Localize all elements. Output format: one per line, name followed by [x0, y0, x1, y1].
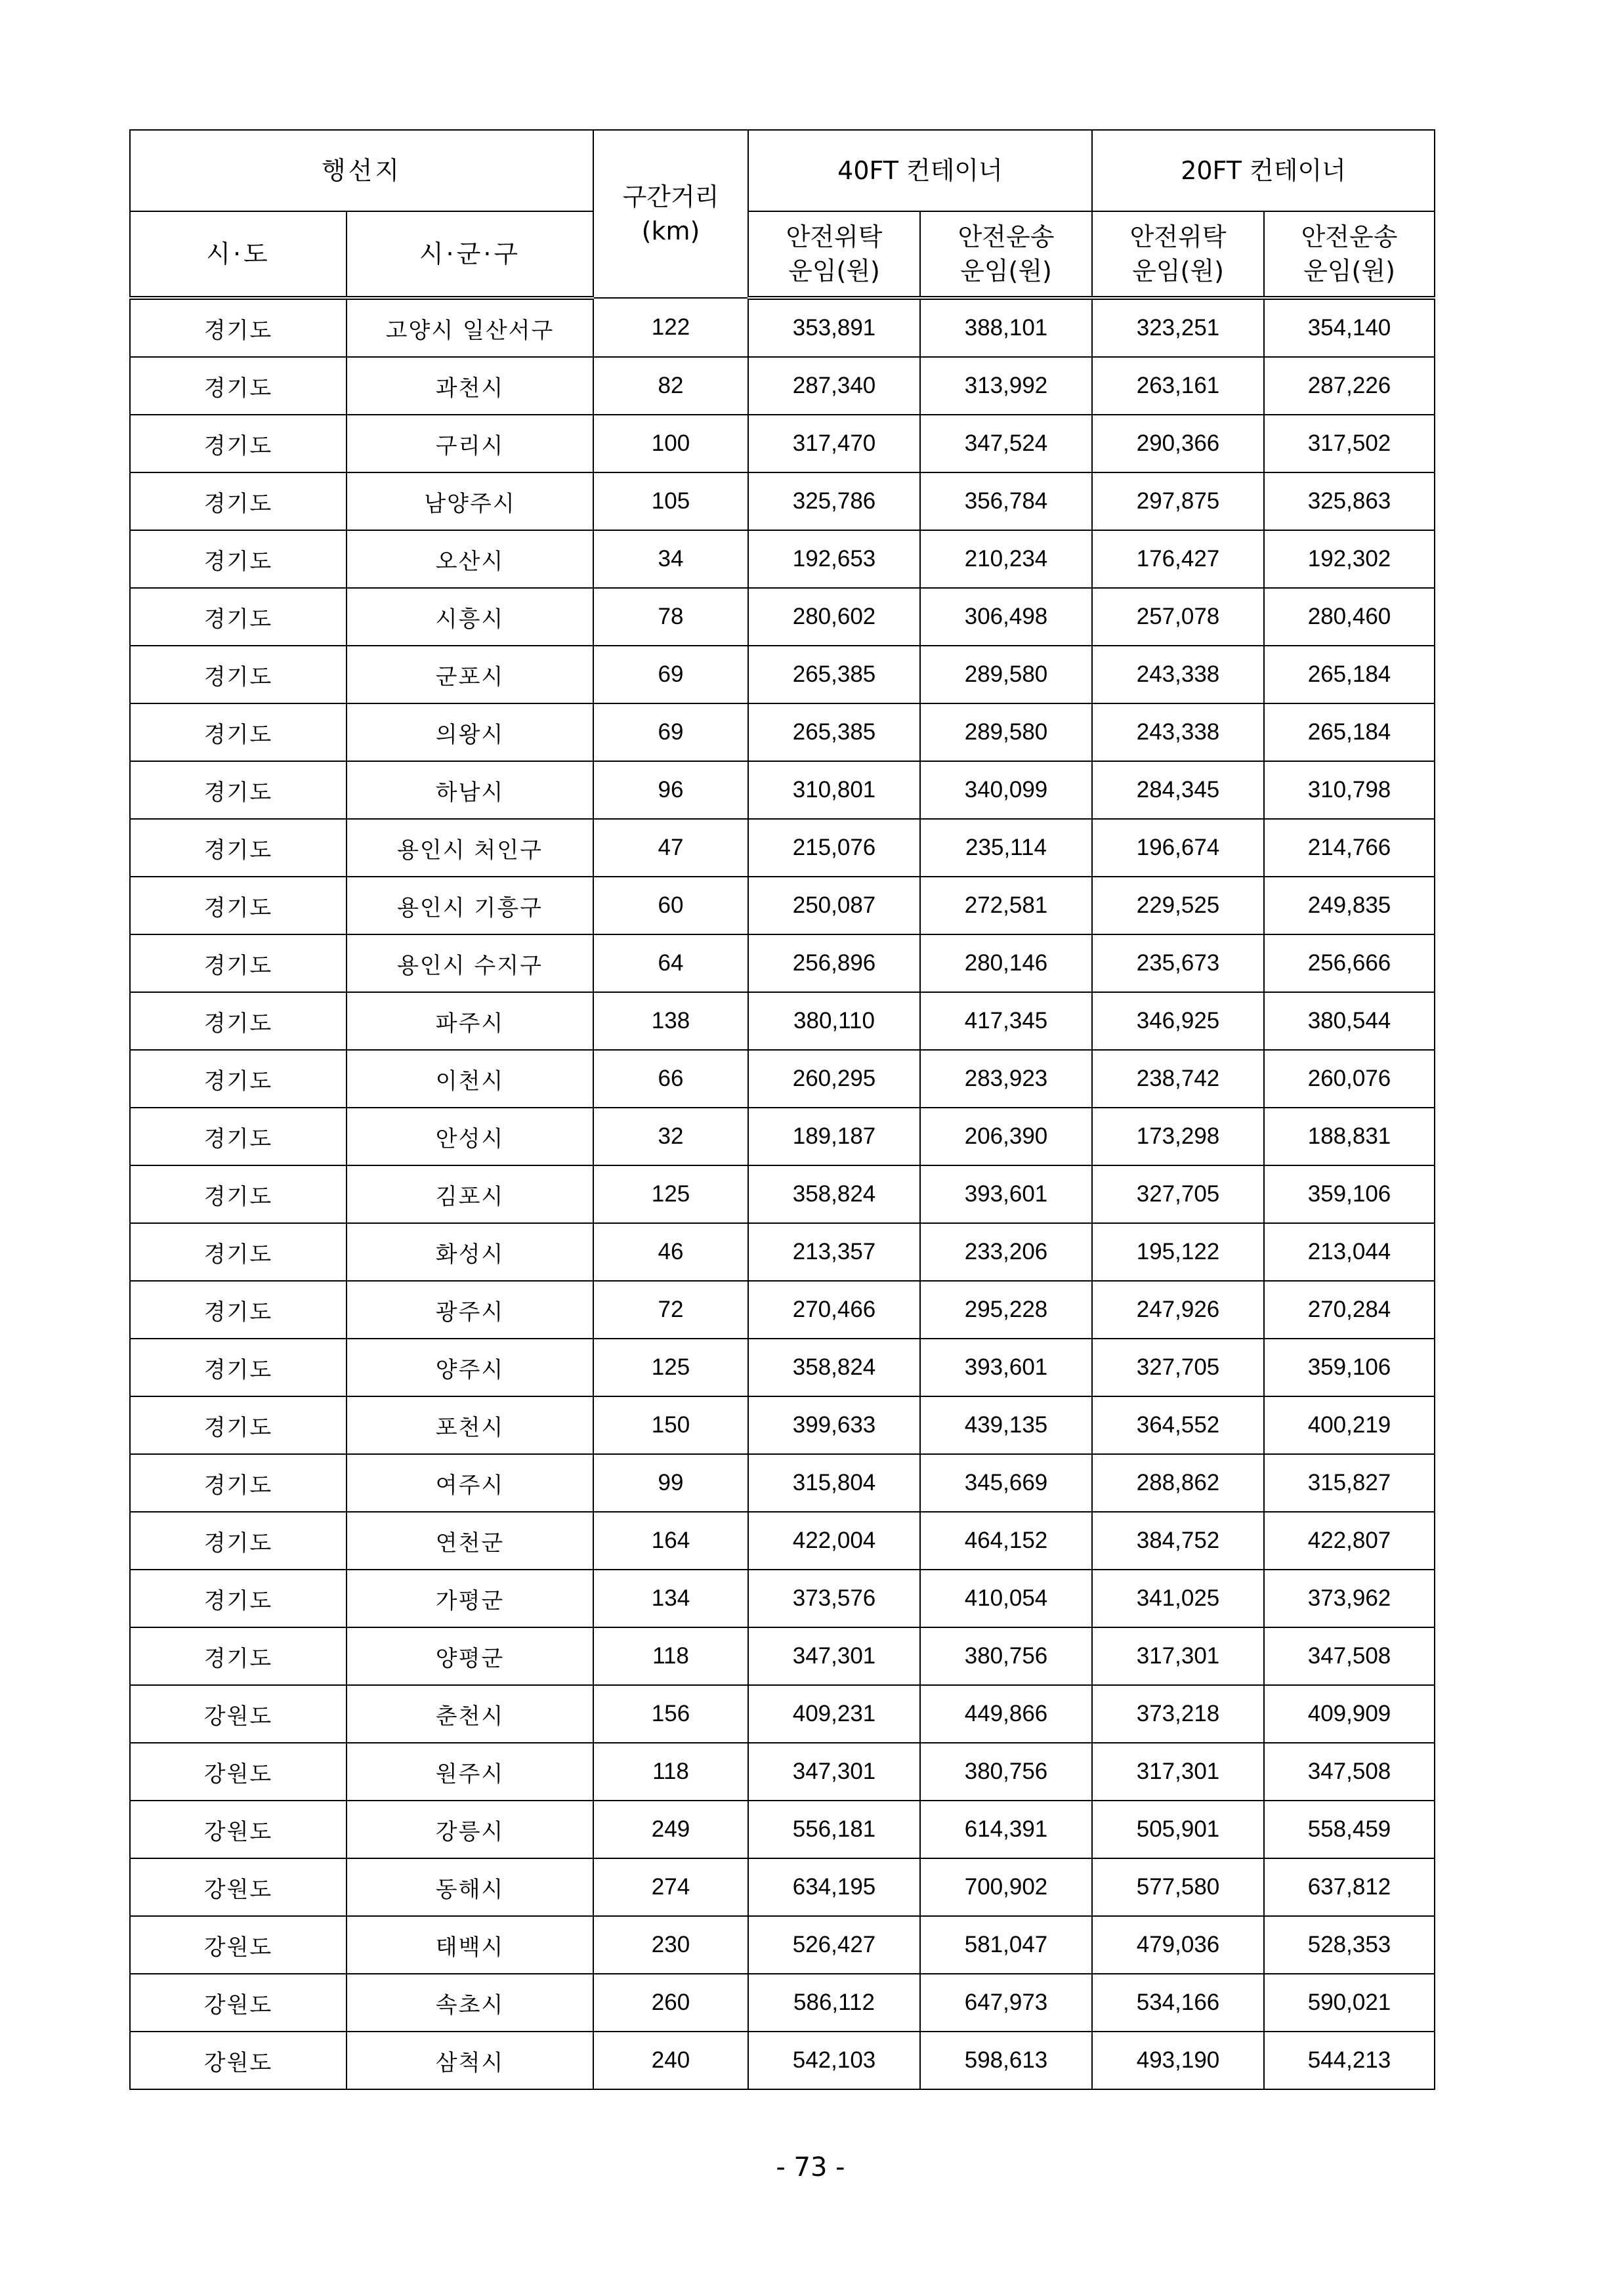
province-cell: 강원도	[130, 1743, 347, 1801]
transport-20ft-cell: 380,544	[1264, 992, 1435, 1050]
transport-20ft-cell: 265,184	[1264, 703, 1435, 761]
transport-40ft-cell: 272,581	[920, 877, 1092, 934]
table-row	[130, 1743, 1435, 1801]
transport-20ft-cell: 400,219	[1264, 1396, 1435, 1454]
distance-cell: 118	[593, 1743, 748, 1801]
transport-20ft-cell: 256,666	[1264, 934, 1435, 992]
city-cell: 양주시	[347, 1339, 593, 1396]
consign-40ft-cell: 287,340	[748, 357, 920, 415]
province-cell: 경기도	[130, 472, 347, 530]
transport-40ft-cell: 417,345	[920, 992, 1092, 1050]
city-cell: 오산시	[347, 530, 593, 588]
consign-40ft-cell: 358,824	[748, 1165, 920, 1223]
city-cell: 원주시	[347, 1743, 593, 1801]
table-row	[130, 472, 1435, 530]
distance-cell: 78	[593, 588, 748, 646]
province-cell: 경기도	[130, 1050, 347, 1108]
table-row	[130, 1974, 1435, 2032]
consign-20ft-cell: 238,742	[1092, 1050, 1264, 1108]
table-row	[130, 357, 1435, 415]
table-row	[130, 934, 1435, 992]
province-cell: 경기도	[130, 415, 347, 472]
transport-40ft-cell: 388,101	[920, 298, 1092, 357]
transport-20ft-cell: 637,812	[1264, 1858, 1435, 1916]
consign-20ft-header	[1092, 211, 1264, 298]
consign-40ft-cell: 260,295	[748, 1050, 920, 1108]
consign-40ft-cell: 265,385	[748, 703, 920, 761]
table-row	[130, 1570, 1435, 1627]
consign-20ft-cell: 317,301	[1092, 1627, 1264, 1685]
transport-20ft-cell: 422,807	[1264, 1512, 1435, 1570]
consign-40ft-cell: 256,896	[748, 934, 920, 992]
consign-20ft-cell: 505,901	[1092, 1801, 1264, 1858]
consign-40ft-cell: 347,301	[748, 1743, 920, 1801]
transport-40ft-cell: 295,228	[920, 1281, 1092, 1339]
transport-20ft-cell: 315,827	[1264, 1454, 1435, 1512]
consign-20ft-unit: 운임(원)	[1132, 257, 1224, 285]
table-row	[130, 1916, 1435, 1974]
city-cell: 용인시 수지구	[347, 934, 593, 992]
table-row	[130, 588, 1435, 646]
city-cell: 시흥시	[347, 588, 593, 646]
transport-40ft-cell: 449,866	[920, 1685, 1092, 1743]
transport-20ft-cell: 287,226	[1264, 357, 1435, 415]
distance-cell: 72	[593, 1281, 748, 1339]
province-cell: 경기도	[130, 877, 347, 934]
consign-20ft-label: 안전위탁	[1129, 222, 1227, 251]
distance-cell: 134	[593, 1570, 748, 1627]
city-cell: 연천군	[347, 1512, 593, 1570]
transport-40ft-cell: 581,047	[920, 1916, 1092, 1974]
transport-20ft-cell: 325,863	[1264, 472, 1435, 530]
city-cell: 동해시	[347, 1858, 593, 1916]
province-cell: 경기도	[130, 646, 347, 703]
transport-20ft-cell: 373,962	[1264, 1570, 1435, 1627]
table-row	[130, 1801, 1435, 1858]
group-20ft-header: 20FT 컨테이너	[1092, 130, 1435, 211]
transport-40ft-unit: 운임(원)	[960, 257, 1052, 285]
table-row	[130, 1396, 1435, 1454]
transport-20ft-cell: 192,302	[1264, 530, 1435, 588]
distance-cell: 138	[593, 992, 748, 1050]
province-cell: 경기도	[130, 992, 347, 1050]
province-cell: 강원도	[130, 1801, 347, 1858]
table-body	[130, 298, 1435, 2089]
distance-header	[593, 130, 748, 298]
transport-40ft-cell: 340,099	[920, 761, 1092, 819]
consign-40ft-cell: 189,187	[748, 1108, 920, 1165]
consign-20ft-cell: 327,705	[1092, 1339, 1264, 1396]
province-cell: 강원도	[130, 1916, 347, 1974]
consign-40ft-cell: 380,110	[748, 992, 920, 1050]
province-cell: 강원도	[130, 1858, 347, 1916]
consign-20ft-cell: 176,427	[1092, 530, 1264, 588]
city-cell: 고양시 일산서구	[347, 298, 593, 357]
transport-40ft-cell: 598,613	[920, 2032, 1092, 2089]
transport-20ft-cell: 249,835	[1264, 877, 1435, 934]
distance-cell: 47	[593, 819, 748, 877]
table-row	[130, 877, 1435, 934]
consign-20ft-cell: 323,251	[1092, 298, 1264, 357]
transport-40ft-cell: 700,902	[920, 1858, 1092, 1916]
transport-40ft-cell: 347,524	[920, 415, 1092, 472]
transport-40ft-cell: 647,973	[920, 1974, 1092, 2032]
table-row	[130, 1165, 1435, 1223]
consign-20ft-cell: 479,036	[1092, 1916, 1264, 1974]
consign-40ft-cell: 347,301	[748, 1627, 920, 1685]
transport-40ft-cell: 464,152	[920, 1512, 1092, 1570]
distance-cell: 125	[593, 1165, 748, 1223]
consign-20ft-cell: 195,122	[1092, 1223, 1264, 1281]
table-row	[130, 703, 1435, 761]
consign-40ft-cell: 317,470	[748, 415, 920, 472]
table-row	[130, 415, 1435, 472]
consign-40ft-cell: 586,112	[748, 1974, 920, 2032]
distance-cell: 274	[593, 1858, 748, 1916]
distance-cell: 96	[593, 761, 748, 819]
province-cell: 경기도	[130, 1165, 347, 1223]
transport-40ft-cell: 233,206	[920, 1223, 1092, 1281]
distance-cell: 260	[593, 1974, 748, 2032]
city-cell: 포천시	[347, 1396, 593, 1454]
consign-40ft-cell: 250,087	[748, 877, 920, 934]
transport-40ft-cell: 306,498	[920, 588, 1092, 646]
consign-40ft-cell: 192,653	[748, 530, 920, 588]
province-header: 시·도	[130, 211, 347, 298]
city-cell: 파주시	[347, 992, 593, 1050]
consign-20ft-cell: 341,025	[1092, 1570, 1264, 1627]
city-cell: 하남시	[347, 761, 593, 819]
city-cell: 화성시	[347, 1223, 593, 1281]
distance-cell: 46	[593, 1223, 748, 1281]
table-row	[130, 1454, 1435, 1512]
transport-40ft-cell: 356,784	[920, 472, 1092, 530]
consign-20ft-cell: 247,926	[1092, 1281, 1264, 1339]
distance-cell: 82	[593, 357, 748, 415]
consign-20ft-cell: 173,298	[1092, 1108, 1264, 1165]
province-cell: 경기도	[130, 1396, 347, 1454]
province-cell: 경기도	[130, 298, 347, 357]
province-cell: 강원도	[130, 2032, 347, 2089]
distance-cell: 249	[593, 1801, 748, 1858]
city-cell: 과천시	[347, 357, 593, 415]
table-row	[130, 530, 1435, 588]
table-row	[130, 1108, 1435, 1165]
consign-20ft-cell: 196,674	[1092, 819, 1264, 877]
page-number: - 73 -	[776, 2152, 845, 2182]
province-cell: 경기도	[130, 819, 347, 877]
consign-20ft-cell: 577,580	[1092, 1858, 1264, 1916]
consign-20ft-cell: 493,190	[1092, 2032, 1264, 2089]
transport-20ft-cell: 270,284	[1264, 1281, 1435, 1339]
consign-20ft-cell: 373,218	[1092, 1685, 1264, 1743]
consign-40ft-cell: 215,076	[748, 819, 920, 877]
transport-40ft-header	[920, 211, 1092, 298]
consign-40ft-cell: 373,576	[748, 1570, 920, 1627]
city-cell: 삼척시	[347, 2032, 593, 2089]
table-row	[130, 992, 1435, 1050]
transport-20ft-cell: 310,798	[1264, 761, 1435, 819]
province-cell: 강원도	[130, 1974, 347, 2032]
consign-40ft-cell: 270,466	[748, 1281, 920, 1339]
table-row	[130, 298, 1435, 357]
table-row	[130, 1685, 1435, 1743]
distance-cell: 34	[593, 530, 748, 588]
city-cell: 안성시	[347, 1108, 593, 1165]
table-row	[130, 819, 1435, 877]
province-cell: 경기도	[130, 1627, 347, 1685]
distance-cell: 64	[593, 934, 748, 992]
table-header	[130, 130, 1435, 298]
province-cell: 경기도	[130, 934, 347, 992]
consign-40ft-cell: 634,195	[748, 1858, 920, 1916]
transport-40ft-cell: 614,391	[920, 1801, 1092, 1858]
province-cell: 경기도	[130, 703, 347, 761]
table-row	[130, 1512, 1435, 1570]
distance-cell: 240	[593, 2032, 748, 2089]
distance-cell: 105	[593, 472, 748, 530]
distance-cell: 69	[593, 703, 748, 761]
city-cell: 가평군	[347, 1570, 593, 1627]
table-row	[130, 1858, 1435, 1916]
distance-header-unit: (km)	[641, 217, 700, 245]
table-row	[130, 1339, 1435, 1396]
province-cell: 강원도	[130, 1685, 347, 1743]
transport-20ft-cell: 359,106	[1264, 1339, 1435, 1396]
table-row	[130, 1627, 1435, 1685]
transport-40ft-cell: 410,054	[920, 1570, 1092, 1627]
province-cell: 경기도	[130, 761, 347, 819]
transport-40ft-cell: 345,669	[920, 1454, 1092, 1512]
province-cell: 경기도	[130, 357, 347, 415]
consign-20ft-cell: 263,161	[1092, 357, 1264, 415]
city-cell: 용인시 기흥구	[347, 877, 593, 934]
consign-20ft-cell: 327,705	[1092, 1165, 1264, 1223]
city-header: 시·군·구	[347, 211, 593, 298]
distance-cell: 150	[593, 1396, 748, 1454]
consign-20ft-cell: 288,862	[1092, 1454, 1264, 1512]
transport-20ft-cell: 280,460	[1264, 588, 1435, 646]
consign-20ft-cell: 243,338	[1092, 646, 1264, 703]
transport-20ft-cell: 590,021	[1264, 1974, 1435, 2032]
transport-40ft-cell: 393,601	[920, 1339, 1092, 1396]
consign-40ft-label: 안전위탁	[786, 222, 883, 251]
city-cell: 속초시	[347, 1974, 593, 2032]
transport-20ft-cell: 265,184	[1264, 646, 1435, 703]
distance-cell: 66	[593, 1050, 748, 1108]
consign-40ft-cell: 280,602	[748, 588, 920, 646]
distance-cell: 69	[593, 646, 748, 703]
distance-header-label: 구간거리	[622, 182, 719, 211]
transport-20ft-cell: 544,213	[1264, 2032, 1435, 2089]
province-cell: 경기도	[130, 1454, 347, 1512]
transport-20ft-cell: 558,459	[1264, 1801, 1435, 1858]
consign-40ft-cell: 213,357	[748, 1223, 920, 1281]
transport-20ft-cell: 347,508	[1264, 1743, 1435, 1801]
consign-20ft-cell: 384,752	[1092, 1512, 1264, 1570]
consign-40ft-cell: 358,824	[748, 1339, 920, 1396]
transport-20ft-header	[1264, 211, 1435, 298]
consign-40ft-cell: 409,231	[748, 1685, 920, 1743]
city-cell: 구리시	[347, 415, 593, 472]
city-cell: 이천시	[347, 1050, 593, 1108]
province-cell: 경기도	[130, 1339, 347, 1396]
consign-40ft-cell: 310,801	[748, 761, 920, 819]
transport-40ft-cell: 206,390	[920, 1108, 1092, 1165]
transport-20ft-cell: 317,502	[1264, 415, 1435, 472]
province-cell: 경기도	[130, 1223, 347, 1281]
table-row	[130, 1281, 1435, 1339]
destination-header: 행선지	[130, 130, 593, 211]
transport-20ft-cell: 188,831	[1264, 1108, 1435, 1165]
consign-40ft-cell: 422,004	[748, 1512, 920, 1570]
consign-20ft-cell: 534,166	[1092, 1974, 1264, 2032]
transport-40ft-cell: 210,234	[920, 530, 1092, 588]
distance-cell: 230	[593, 1916, 748, 1974]
transport-20ft-cell: 347,508	[1264, 1627, 1435, 1685]
transport-40ft-cell: 380,756	[920, 1743, 1092, 1801]
transport-40ft-cell: 283,923	[920, 1050, 1092, 1108]
consign-20ft-cell: 257,078	[1092, 588, 1264, 646]
province-cell: 경기도	[130, 588, 347, 646]
city-cell: 양평군	[347, 1627, 593, 1685]
transport-40ft-cell: 380,756	[920, 1627, 1092, 1685]
consign-20ft-cell: 290,366	[1092, 415, 1264, 472]
transport-20ft-unit: 운임(원)	[1303, 257, 1395, 285]
city-cell: 군포시	[347, 646, 593, 703]
consign-40ft-cell: 265,385	[748, 646, 920, 703]
distance-cell: 122	[593, 298, 748, 357]
consign-40ft-cell: 556,181	[748, 1801, 920, 1858]
city-cell: 광주시	[347, 1281, 593, 1339]
consign-40ft-cell: 399,633	[748, 1396, 920, 1454]
transport-40ft-cell: 289,580	[920, 646, 1092, 703]
consign-20ft-cell: 235,673	[1092, 934, 1264, 992]
distance-cell: 164	[593, 1512, 748, 1570]
consign-40ft-header	[748, 211, 920, 298]
consign-40ft-cell: 526,427	[748, 1916, 920, 1974]
transport-40ft-cell: 235,114	[920, 819, 1092, 877]
transport-40ft-cell: 280,146	[920, 934, 1092, 992]
transport-40ft-cell: 313,992	[920, 357, 1092, 415]
table-row	[130, 646, 1435, 703]
city-cell: 춘천시	[347, 1685, 593, 1743]
province-cell: 경기도	[130, 1281, 347, 1339]
consign-20ft-cell: 346,925	[1092, 992, 1264, 1050]
city-cell: 김포시	[347, 1165, 593, 1223]
consign-20ft-cell: 229,525	[1092, 877, 1264, 934]
consign-20ft-cell: 317,301	[1092, 1743, 1264, 1801]
city-cell: 남양주시	[347, 472, 593, 530]
transport-20ft-cell: 359,106	[1264, 1165, 1435, 1223]
city-cell: 여주시	[347, 1454, 593, 1512]
table-row	[130, 2032, 1435, 2089]
consign-40ft-unit: 운임(원)	[788, 257, 880, 285]
transport-20ft-cell: 409,909	[1264, 1685, 1435, 1743]
transport-20ft-cell: 260,076	[1264, 1050, 1435, 1108]
distance-cell: 156	[593, 1685, 748, 1743]
table-row	[130, 761, 1435, 819]
province-cell: 경기도	[130, 1512, 347, 1570]
transport-40ft-label: 안전운송	[958, 222, 1055, 251]
province-cell: 경기도	[130, 1108, 347, 1165]
freight-rate-table	[129, 129, 1435, 2090]
transport-20ft-cell: 354,140	[1264, 298, 1435, 357]
distance-cell: 100	[593, 415, 748, 472]
transport-20ft-cell: 528,353	[1264, 1916, 1435, 1974]
consign-20ft-cell: 284,345	[1092, 761, 1264, 819]
consign-40ft-cell: 325,786	[748, 472, 920, 530]
consign-20ft-cell: 243,338	[1092, 703, 1264, 761]
transport-40ft-cell: 439,135	[920, 1396, 1092, 1454]
distance-cell: 60	[593, 877, 748, 934]
consign-40ft-cell: 542,103	[748, 2032, 920, 2089]
province-cell: 경기도	[130, 530, 347, 588]
transport-20ft-label: 안전운송	[1301, 222, 1398, 251]
city-cell: 태백시	[347, 1916, 593, 1974]
consign-20ft-cell: 364,552	[1092, 1396, 1264, 1454]
consign-20ft-cell: 297,875	[1092, 472, 1264, 530]
consign-40ft-cell: 315,804	[748, 1454, 920, 1512]
transport-20ft-cell: 214,766	[1264, 819, 1435, 877]
distance-cell: 118	[593, 1627, 748, 1685]
group-40ft-header: 40FT 컨테이너	[748, 130, 1092, 211]
consign-40ft-cell: 353,891	[748, 298, 920, 357]
table-row	[130, 1223, 1435, 1281]
city-cell: 강릉시	[347, 1801, 593, 1858]
city-cell: 의왕시	[347, 703, 593, 761]
transport-20ft-cell: 213,044	[1264, 1223, 1435, 1281]
transport-40ft-cell: 393,601	[920, 1165, 1092, 1223]
distance-cell: 32	[593, 1108, 748, 1165]
table-row	[130, 1050, 1435, 1108]
city-cell: 용인시 처인구	[347, 819, 593, 877]
distance-cell: 99	[593, 1454, 748, 1512]
transport-40ft-cell: 289,580	[920, 703, 1092, 761]
province-cell: 경기도	[130, 1570, 347, 1627]
distance-cell: 125	[593, 1339, 748, 1396]
